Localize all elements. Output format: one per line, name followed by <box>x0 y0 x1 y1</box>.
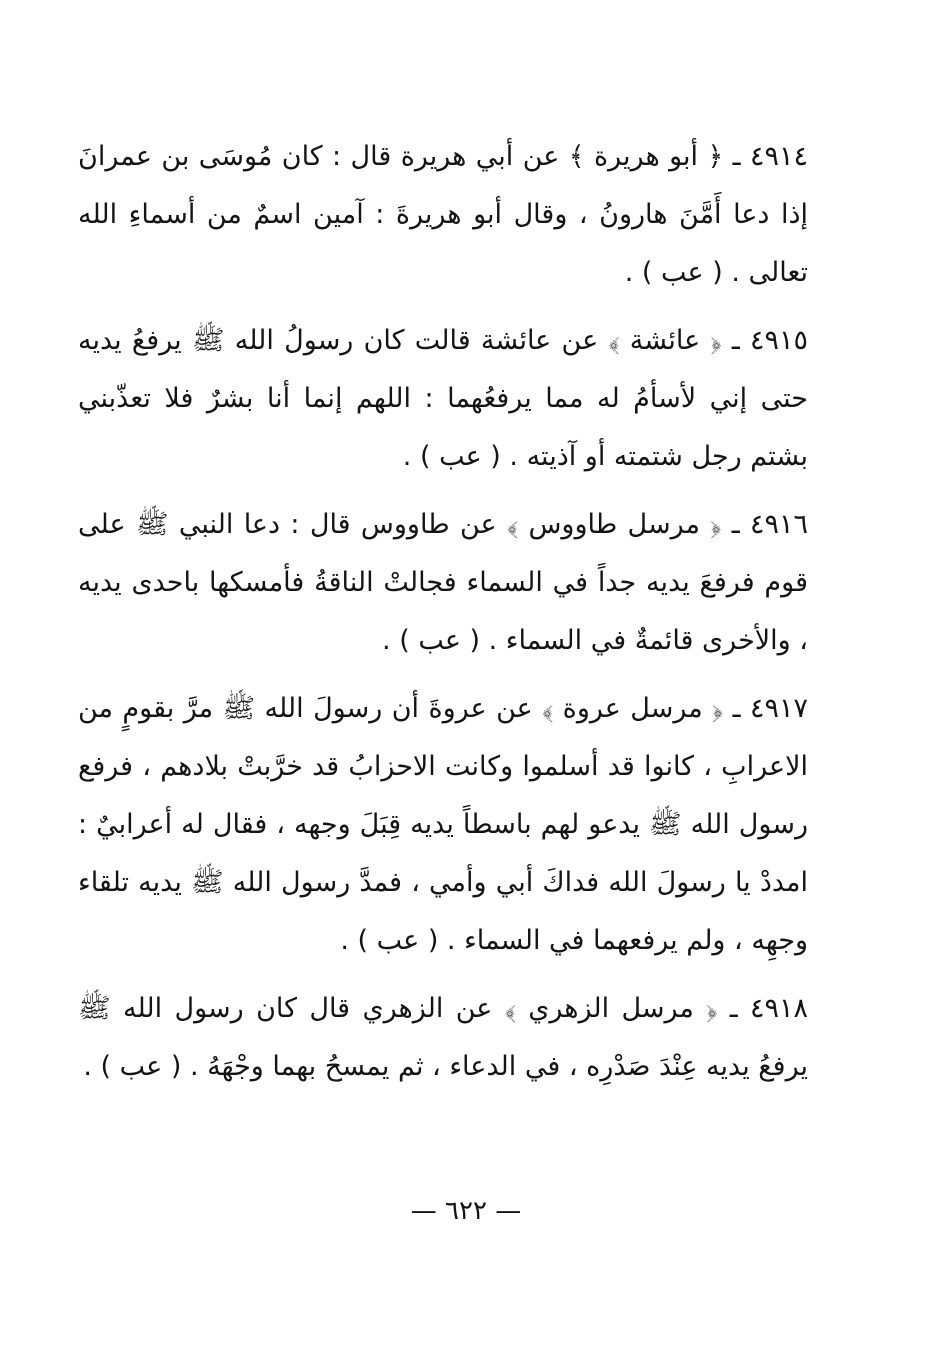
hadith-entry-4914: ٤٩١٤ ـ ﴿ أبو هريرة ﴾ عن أبي هريرة قال : كان مُوسَى بن عمرانَ إذا دعا أَمَّنَ هارونُ ، وقال أبو هريرةَ : آمين اسمٌ من أسماءِ الله تعالى . ( عب ) . <box>78 141 808 288</box>
page-number: — ٦٢٢ — <box>410 1196 522 1226</box>
hadith-entry-4917: ٤٩١٧ ـ ﴿ مرسل عروة ﴾ عن عروةَ أن رسولَ الله ﷺ مرَّ بقومٍ من الاعرابِ ، كانوا قد أسلموا وكانت الاحزابُ قد خرَّبتْ بلادهم ، فرفع رسول الله ﷺ يدعو لهم باسطاً يديه قِبَلَ وجهه ، فقال له أعرابيٌ : امددْ يا رسولَ الله فداكَ أبي وأمي ، فمدَّ رسول الله ﷺ يديه تلقاء وجهِه ، ولم يرفعهما في السماء . ( عب ) . <box>78 693 808 956</box>
hadith-text-block <box>78 128 808 1106</box>
hadith-entry-4916: ٤٩١٦ ـ ﴿ مرسل طاووس ﴾ عن طاووس قال : دعا النبي ﷺ على قوم فرفعَ يديه جداً في السماء فجالتْ الناقةُ فأمسكها باحدى يديه ، والأخرى قائمةٌ في السماء . ( عب ) . <box>78 509 808 656</box>
hadith-entry-4915: ٤٩١٥ ـ ﴿ عائشة ﴾ عن عائشة قالت كان رسولُ الله ﷺ يرفعُ يديه حتى إني لأسأمُ له مما يرفعُهما : اللهم إنما أنا بشرٌ فلا تعذّبني بشتم رجل شتمته أو آذيته . ( عب ) . <box>78 325 808 472</box>
hadith-entry-4918: ٤٩١٨ ـ ﴿ مرسل الزهري ﴾ عن الزهري قال كان رسول الله ﷺ يرفعُ يديه عِنْدَ صَدْرِه ، في الدعاء ، ثم يمسحُ بهما وجْهَهُ . ( عب ) . <box>78 993 808 1082</box>
